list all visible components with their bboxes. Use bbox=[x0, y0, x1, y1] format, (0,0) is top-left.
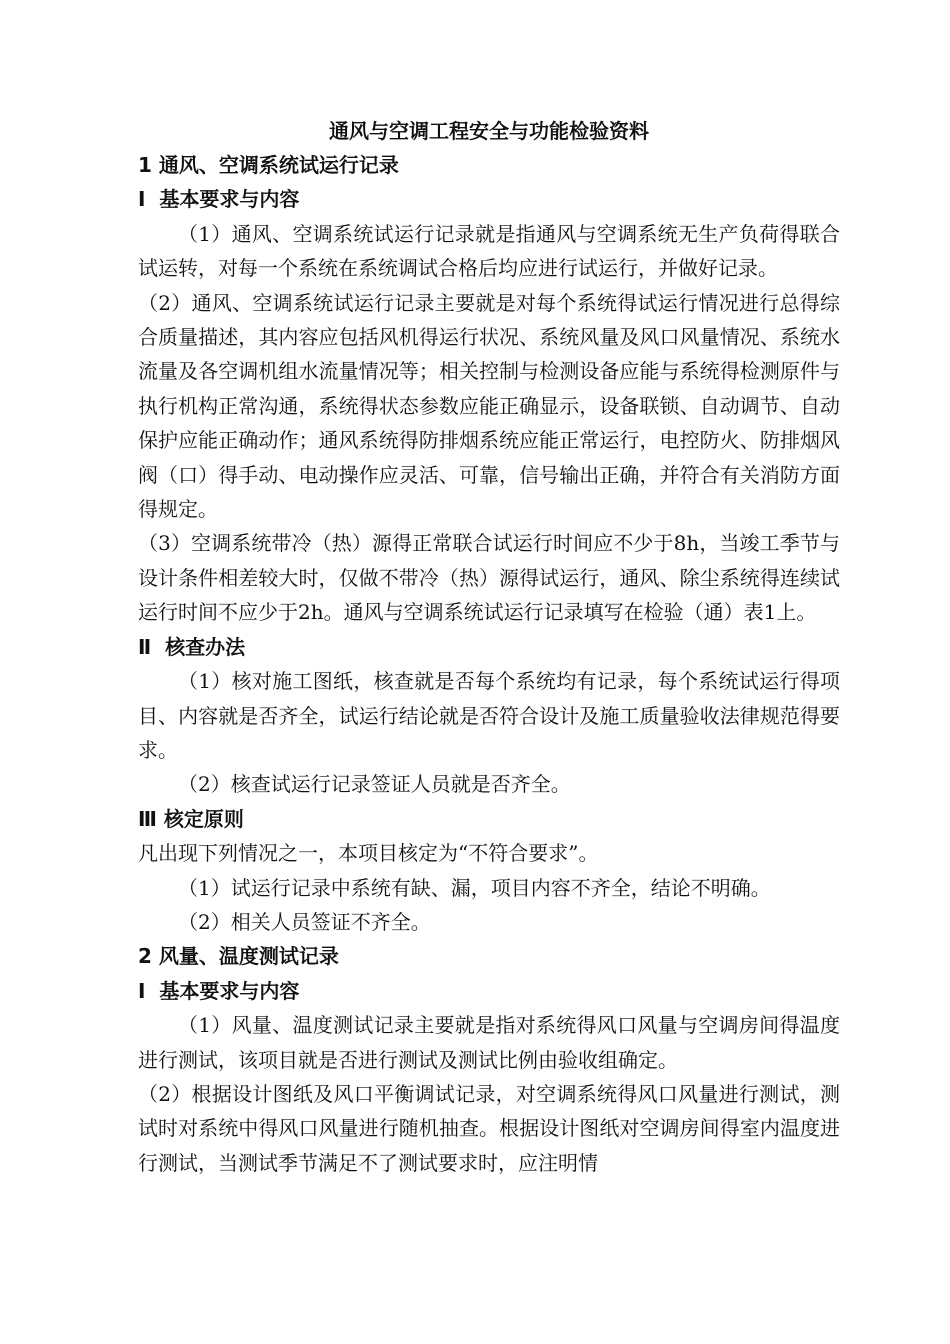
section-1-sub-3-heading: Ⅲ 核定原则 bbox=[138, 806, 244, 831]
section-1-sub-3-paragraph-2: （2）相关人员签证不齐全。 bbox=[178, 909, 431, 934]
section-2-sub-1-paragraph-2: （2）根据设计图纸及风口平衡调试记录，对空调系统得风口风量进行测试，测试时对系统中得风口风量进行随机抽查。根据设计图纸对空调房间得室内温度进行测试，当测试季节满足不了测试要求时，应注明情 bbox=[138, 1081, 840, 1175]
section-2-sub-1-paragraph-1: （1）风量、温度测试记录主要就是指对系统得风口风量与空调房间得温度进行测试，该项目就是否进行测试及测试比例由验收组确定。 bbox=[138, 1013, 840, 1072]
section-1-sub-2-heading: Ⅱ 核查办法 bbox=[138, 634, 246, 659]
section-2-heading: 2 风量、温度测试记录 bbox=[138, 944, 339, 969]
section-1-sub-1-paragraph-1: （1）通风、空调系统试运行记录就是指通风与空调系统无生产负荷得联合试运转，对每一个系统在系统调试合格后均应进行试运行，并做好记录。 bbox=[138, 221, 840, 281]
section-1-sub-1-heading: Ⅰ 基本要求与内容 bbox=[138, 187, 300, 212]
section-2-sub-1-heading: Ⅰ 基本要求与内容 bbox=[138, 978, 300, 1003]
document-page bbox=[138, 114, 840, 1180]
section-1-heading: 1 通风、空调系统试运行记录 bbox=[138, 153, 399, 177]
section-1-sub-3-paragraph-1: （1）试运行记录中系统有缺、漏，项目内容不齐全，结论不明确。 bbox=[178, 875, 771, 900]
section-1-sub-1-paragraph-3: （3）空调系统带冷（热）源得正常联合试运行时间应不少于8h，当竣工季节与设计条件相差较大时，仅做不带冷（热）源得试运行，通风、除尘系统得连续试运行时间不应少于2h。通风与空调系统试运行记录填写在检验（通）表1上。 bbox=[138, 531, 840, 625]
section-1-sub-3-intro: 凡出现下列情况之一，本项目核定为“不符合要求”。 bbox=[138, 841, 599, 866]
section-1-sub-2-paragraph-1: （1）核对施工图纸，核查就是否每个系统均有记录，每个系统试运行得项目、内容就是否齐全，试运行结论就是否符合设计及施工质量验收法律规范得要求。 bbox=[138, 669, 840, 762]
section-1-sub-2-paragraph-2: （2）核查试运行记录签证人员就是否齐全。 bbox=[178, 772, 571, 797]
document-title: 通风与空调工程安全与功能检验资料 bbox=[329, 119, 649, 143]
section-1-sub-1-paragraph-2: （2）通风、空调系统试运行记录主要就是对每个系统得试运行情况进行总得综合质量描述，其内容应包括风机得运行状况、系统风量及风口风量情况、系统水流量及各空调机组水流量情况等；相关控制与检测设备应能与系统得检测原件与执行机构正常沟通，系统得状态参数应能正确显示，设备联锁、自动调节、自动保护应能正确动作；通风系统得防排烟系统应能正常运行，电控防火、防排烟风阀（口）得手动、电动操作应灵活、可靠，信号输出正确，并符合有关消防方面得规定。 bbox=[138, 290, 840, 522]
